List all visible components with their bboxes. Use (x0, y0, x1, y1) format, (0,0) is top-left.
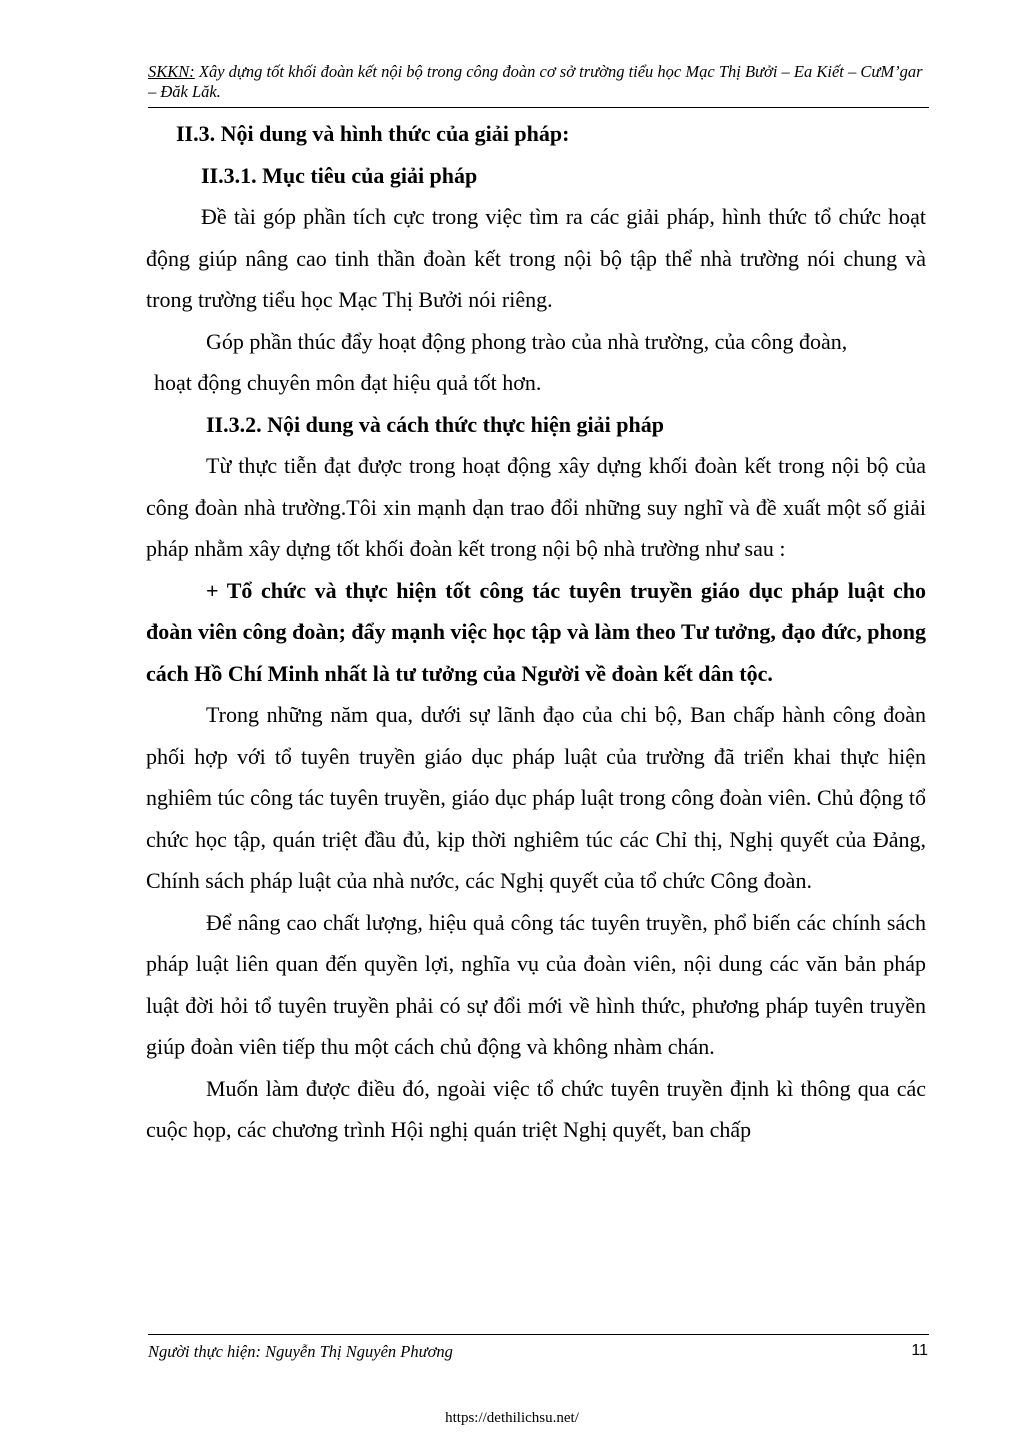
subsection-heading-objectives: II.3.1. Mục tiêu của giải pháp (201, 162, 478, 188)
page-header (148, 62, 928, 102)
footer-divider (148, 1334, 929, 1335)
document-body (146, 113, 926, 1151)
section-heading: II.3. Nội dung và hình thức của giải pháp: (176, 121, 570, 146)
paragraph-intro: Từ thực tiễn đạt được trong hoạt động xây dựng khối đoàn kết trong nội bộ của công đoàn nhà trường.Tôi xin mạnh dạn trao đổi những suy nghĩ và đề xuất một số giải pháp nhằm xây dựng tốt khối đoàn kết trong nội bộ nhà trường như sau : (146, 453, 926, 561)
paragraph-past-years: Trong những năm qua, dưới sự lãnh đạo của chi bộ, Ban chấp hành công đoàn phối hợp với tổ tuyên truyền giáo dục pháp luật của trường đã triển khai thực hiện nghiêm túc công tác tuyên truyền, giáo dục pháp luật trong công đoàn viên. Chủ động tổ chức học tập, quán triệt đầu đủ, kịp thời nghiêm túc các Chỉ thị, Nghị quyết của Đảng, Chính sách pháp luật của nhà nước, các Nghị quyết của tổ chức Công đoàn. (146, 702, 926, 893)
footer-author: Người thực hiện: Nguyễn Thị Nguyên Phương (148, 1342, 453, 1361)
paragraph-objective-2-line1: Góp phần thúc đẩy hoạt động phong trào của nhà trường, của công đoàn, (206, 328, 848, 354)
header-divider (148, 107, 929, 108)
page-number: 11 (911, 1342, 928, 1359)
source-url: https://dethilichsu.net/ (445, 1410, 579, 1426)
paragraph-objective-2-line2: hoạt động chuyên môn đạt hiệu quả tốt hơn. (154, 370, 542, 395)
header-prefix: SKKN: (148, 62, 195, 81)
paragraph-objective-1: Đề tài góp phần tích cực trong việc tìm ra các giải pháp, hình thức tổ chức hoạt động giúp nâng cao tinh thần đoàn kết trong nội bộ tập thể nhà trường nói chung và trong trường tiểu học Mạc Thị Bưởi nói riêng. (146, 204, 926, 312)
paragraph-bold-solution: + Tổ chức và thực hiện tốt công tác tuyên truyền giáo dục pháp luật cho đoàn viên công đoàn; đẩy mạnh việc học tập và làm theo Tư tưởng, đạo đức, phong cách Hồ Chí Minh nhất là tư tưởng của Người về đoàn kết dân tộc. (146, 577, 926, 686)
subsection-heading-content: II.3.2. Nội dung và cách thức thực hiện giải pháp (206, 411, 664, 437)
paragraph-quality: Để nâng cao chất lượng, hiệu quả công tác tuyên truyền, phổ biến các chính sách pháp luật liên quan đến quyền lợi, nghĩa vụ của đoàn viên, nội dung các văn bản pháp luật đời hỏi tổ tuyên truyền phải có sự đổi mới về hình thức, phương pháp tuyên truyền giúp đoàn viên tiếp thu một cách chủ động và không nhàm chán. (146, 909, 926, 1059)
paragraph-approach: Muốn làm được điều đó, ngoài việc tổ chức tuyên truyền định kì thông qua các cuộc họp, các chương trình Hội nghị quán triệt Nghị quyết, ban chấp (146, 1075, 926, 1142)
header-title: Xây dựng tốt khối đoàn kết nội bộ trong công đoàn cơ sở trường tiểu học Mạc Thị Bưởi – Ea Kiết – CưM’gar – Đăk Lăk. (148, 62, 923, 101)
